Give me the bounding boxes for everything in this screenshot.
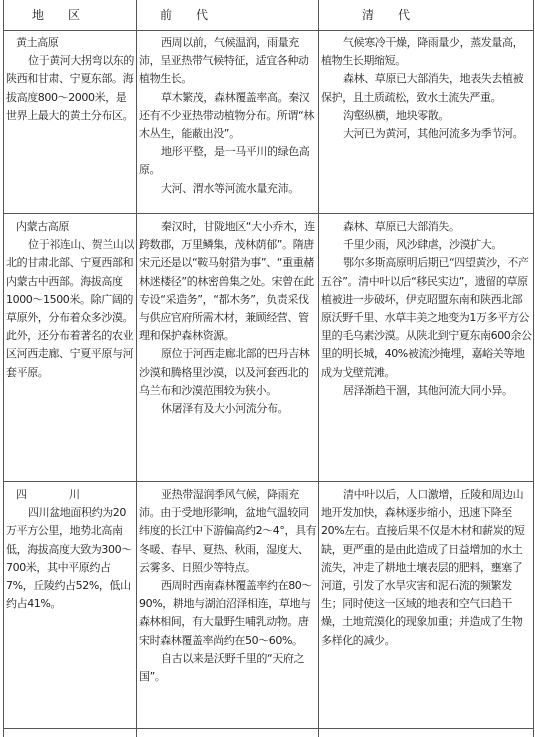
row-3-region-desc: 四川盆地面积约为20万平方公里，地势北高南低，海拔高度大致为300～700米，其中平原约占7%，丘陵约占52%，低山约占41%。: [6, 506, 132, 611]
row-2-qing-para: 森林、草原已大部消失。: [343, 220, 460, 233]
table-border-left: [3, 0, 4, 737]
row-1-region-cell: [6, 34, 135, 212]
row-2-former-para: 秦汉时，甘陇地区“大小乔木，连跨数郡，万里鳞集，茂林荫郁”。隋唐宋元还是以“鞍马射猎为事”、“重重赭林迷楼径”的林密兽集之处。宋曾在此专设“采造务”，“都木务”，负责采伐与供应官府所需木材，兼顾经营、管理和保护森林资源。: [139, 220, 315, 343]
row-1-former-para: 大河、渭水等河流水量充沛。: [161, 181, 299, 195]
header-qing: 清 代: [362, 8, 411, 22]
row-3-qing-para: 清中叶以后，人口激增，丘陵和周边山地开发加快，森林逐步缩小，迅速下降至20%左右。直接后果不仅是木材和薪炭的短缺，更严重的是由此造成了日益增加的水土流失，冲走了耕地土壤表层的肥料，壅塞了河道，引发了水旱灾害和泥石流的频繁发生；同时使这一区域的地表和空气曰趋干燥，土地荒漠化的现象加重；并造成了生物多样化的减少。: [321, 488, 525, 647]
row-3-qing-cell: [321, 486, 532, 727]
table-border-right: [533, 0, 534, 737]
row-2-former-para: 休屠泽有及大小河流分布。: [161, 402, 289, 416]
row-1-qing-para: 气候寒冷干燥，降雨量少，蒸发量高，植物生长期缩短。: [321, 36, 524, 68]
row-1-qing-para: 沟壑纵横，地块零散。: [343, 108, 449, 122]
row-1-region-title: 黄土高原: [16, 36, 59, 49]
row-2-qing-cell: [321, 218, 532, 480]
row-2-qing-para: 居泽渐趋干涸，其他河流大同小异。: [343, 383, 513, 397]
header-region: 地 区: [32, 8, 81, 22]
row-2-former-cell: [139, 218, 317, 480]
header-divider: [3, 30, 534, 31]
header-former: 前 代: [160, 8, 209, 22]
row-1-former-para: 西周以前，气候温润，雨量充沛，呈亚热带气候特征，适宜各种动植物生长。: [139, 36, 309, 86]
column-divider-2: [318, 0, 319, 737]
row-1-former-cell: [139, 34, 317, 212]
row-3-former-para: 亚热带湿润季风气候，降雨充沛。由于受地形影响，盆地气温较同纬度的长江中下游偏高约2～4°，具有冬暖、春早、夏热、秋雨，湿度大、云雾多、日照少等特点。: [139, 488, 317, 574]
row-3-region-cell: [6, 486, 135, 727]
row-2-region-title: 内蒙古高原: [16, 220, 69, 233]
row-2-former-para: 原位于河西走廊北部的巴丹吉林沙漠和腾格里沙漠，以及河套西北的乌兰布和沙漠范围较为狭小。: [139, 347, 310, 397]
row-1-qing-para: 森林、草原已大部消失，地表失去植被保护，且土质疏松，致水土流失严重。: [321, 72, 524, 104]
row-2-region-desc: 位于祁连山、贺兰山以北的甘肃北部、宁夏西部和内蒙古中西部。海拔高度1000～1500米。除广阔的草原外，分布着众多沙漠。此外，还分布着著名的农业区河西走廊、宁夏平原与河套平原。: [6, 238, 134, 379]
row-1-region-desc: 位于黄河大拐弯以东的陕西和甘肃、宁夏东部。海拔高度800～2000米，是世界上最大的黄土分布区。: [6, 54, 134, 122]
row-3-former-cell: [139, 486, 317, 727]
table-border-bottom: [3, 728, 534, 729]
row-3-region-title: 四 川: [16, 488, 80, 501]
row-3-former-para: 西周时西南森林覆盖率约在80～90%，耕地与湖泊沼泽相连，草地与森林相间，有大量野生哺乳动物。唐宋时森林覆盖率尚约在50～60%。: [139, 579, 312, 647]
column-divider-1: [136, 0, 137, 737]
row-1-qing-para: 大河已为黄河，其他河流多为季节河。: [343, 127, 524, 141]
row-2-region-cell: [6, 218, 135, 480]
row-2-qing-para: 鄂尔多斯高原明后期已“四望黄沙，不产五谷”。清中叶以后“移民实边”，遗留的草原植被进一步破坏，伊克昭盟东南和陕西北部原沃野千里、水草丰美之地变为1万多平方公里的毛乌素沙漠。从陕北到宁夏东南600余公里的明长城，40%被流沙掩埋，嘉峪关等地成为戈壁荒滩。: [321, 256, 532, 379]
row-3-former-para: 自古以来是沃野千里的“天府之国”。: [139, 651, 305, 684]
row-1-qing-cell: [321, 34, 532, 212]
row-divider-1: [3, 213, 534, 214]
row-divider-2: [3, 481, 534, 482]
row-2-qing-para: 千里少雨，风沙肆虐，沙漠扩大。: [343, 238, 502, 252]
row-1-former-para: 草木繁茂，森林覆盖率高。秦汉还有不少亚热带动植物分布。所谓“林木丛生，能蔽出没”。: [139, 90, 314, 141]
row-1-former-para: 地形平整，是一马平川的绿色高原。: [139, 145, 310, 177]
